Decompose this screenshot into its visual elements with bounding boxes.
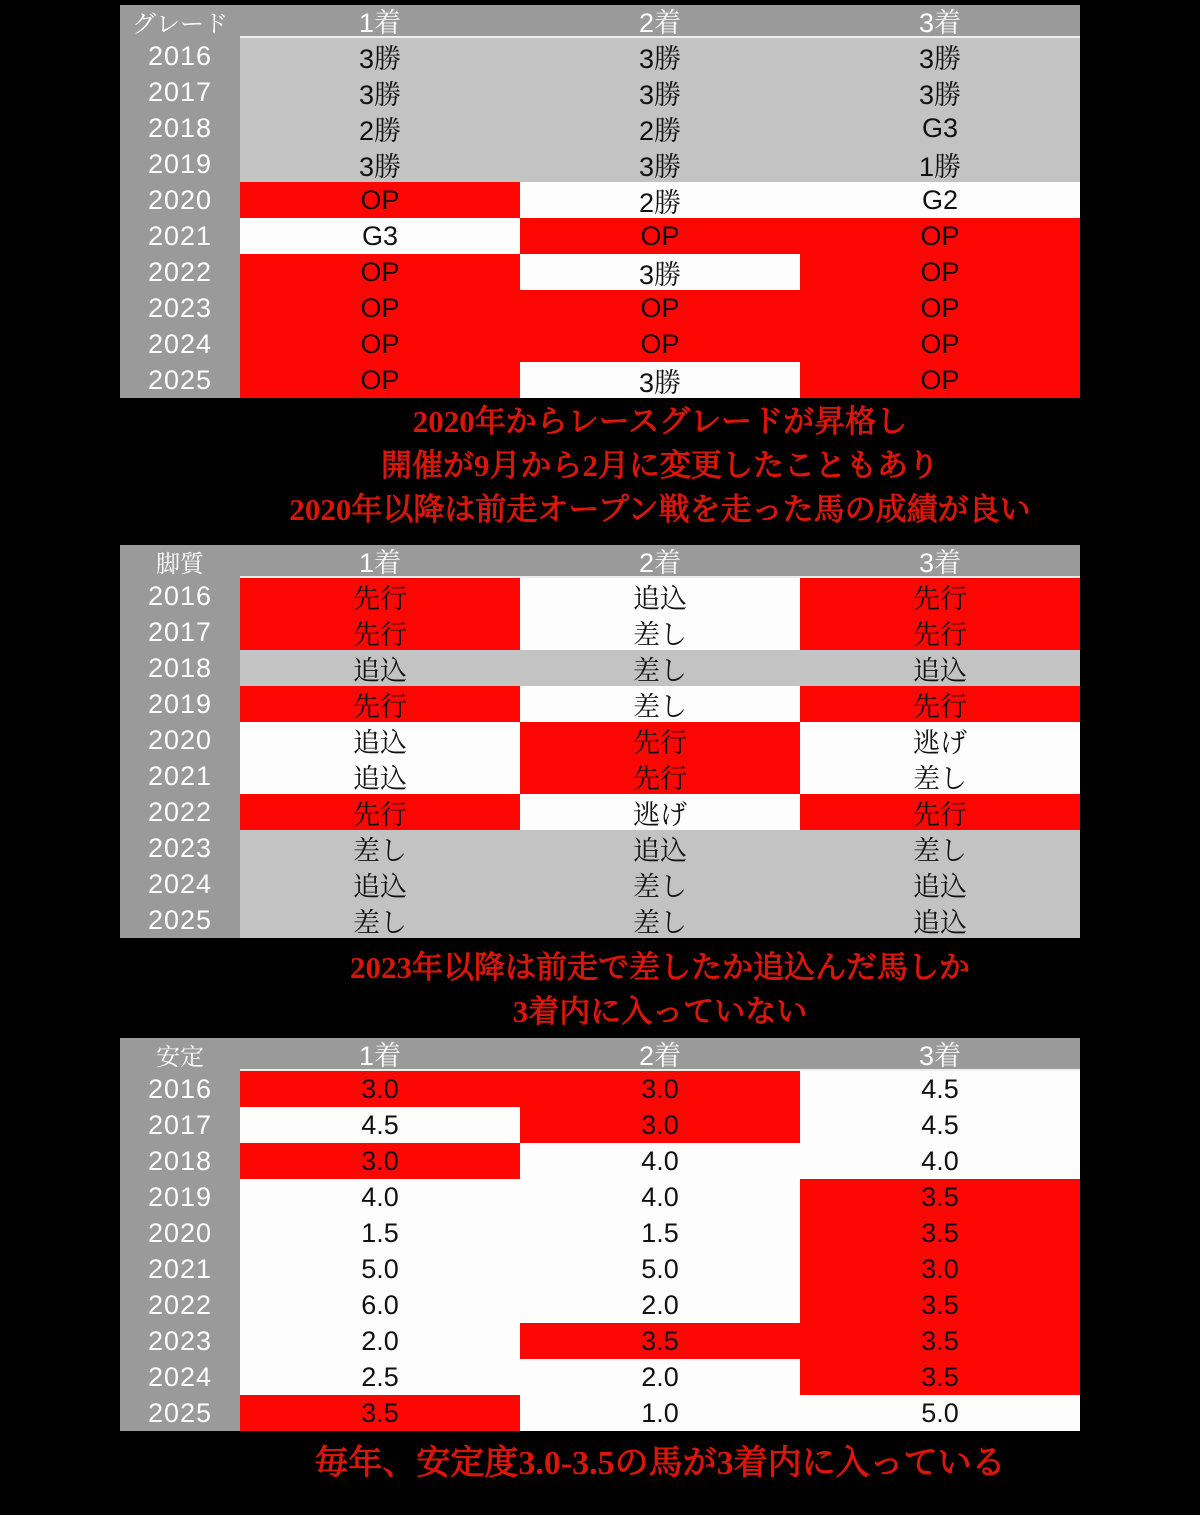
table-cell: 3.5 bbox=[800, 1179, 1080, 1215]
year-label: 2022 bbox=[120, 254, 240, 290]
table-cell: 差し bbox=[800, 830, 1080, 866]
table-row bbox=[120, 578, 1080, 614]
table-cell: 先行 bbox=[800, 614, 1080, 650]
table-cell: 3.5 bbox=[800, 1215, 1080, 1251]
grade-note bbox=[120, 400, 1200, 532]
table-cell: 逃げ bbox=[800, 722, 1080, 758]
table-cell: OP bbox=[240, 290, 520, 326]
table-cell: G2 bbox=[800, 182, 1080, 218]
table-row bbox=[120, 254, 1080, 290]
table-cell: OP bbox=[240, 254, 520, 290]
table-cell: OP bbox=[800, 254, 1080, 290]
table-cell: 先行 bbox=[240, 794, 520, 830]
table-cell: 先行 bbox=[240, 686, 520, 722]
table-cell: 追込 bbox=[800, 902, 1080, 938]
table-cell: 3勝 bbox=[520, 146, 800, 182]
table-cell: OP bbox=[800, 326, 1080, 362]
table-row bbox=[120, 362, 1080, 398]
table-cell: 5.0 bbox=[800, 1395, 1080, 1431]
table-cell: 4.5 bbox=[800, 1071, 1080, 1107]
table-cell: G3 bbox=[800, 110, 1080, 146]
table-row bbox=[120, 218, 1080, 254]
table-row bbox=[120, 182, 1080, 218]
table-cell: 差し bbox=[520, 650, 800, 686]
table-cell: 差し bbox=[800, 758, 1080, 794]
year-label: 2021 bbox=[120, 758, 240, 794]
year-label: 2024 bbox=[120, 1359, 240, 1395]
table-cell: 2.5 bbox=[240, 1359, 520, 1395]
table-cell: 3.0 bbox=[240, 1143, 520, 1179]
table-cell: 2.0 bbox=[240, 1323, 520, 1359]
table-cell: 4.0 bbox=[240, 1179, 520, 1215]
table-cell: 3勝 bbox=[800, 74, 1080, 110]
table-row bbox=[120, 1179, 1080, 1215]
table-row bbox=[120, 722, 1080, 758]
table-cell: 3勝 bbox=[520, 38, 800, 74]
table-cell: 3勝 bbox=[520, 74, 800, 110]
year-label: 2025 bbox=[120, 1395, 240, 1431]
year-label: 2018 bbox=[120, 110, 240, 146]
run-style-note bbox=[120, 946, 1200, 1034]
note-line: 毎年、安定度3.0-3.5の馬が3着内に入っている bbox=[314, 1445, 1006, 1482]
year-label: 2019 bbox=[120, 686, 240, 722]
table-cell: 4.0 bbox=[520, 1179, 800, 1215]
year-label: 2021 bbox=[120, 1251, 240, 1287]
table-cell: 先行 bbox=[240, 578, 520, 614]
table-cell: 逃げ bbox=[520, 794, 800, 830]
corner-label: グレード bbox=[120, 5, 240, 38]
table-cell: 1.5 bbox=[240, 1215, 520, 1251]
column-header: 3着 bbox=[800, 1038, 1080, 1071]
table-cell: 3勝 bbox=[240, 146, 520, 182]
table-cell: 先行 bbox=[240, 614, 520, 650]
table-row bbox=[120, 794, 1080, 830]
year-label: 2017 bbox=[120, 74, 240, 110]
column-header: 3着 bbox=[800, 545, 1080, 578]
note-line: 2020年以降は前走オープン戦を走った馬の成績が良い bbox=[289, 492, 1031, 527]
grade-table bbox=[120, 5, 1080, 398]
note-line: 開催が9月から2月に変更したこともあり bbox=[381, 448, 939, 483]
table-cell: 1勝 bbox=[800, 146, 1080, 182]
table-cell: 3.5 bbox=[800, 1359, 1080, 1395]
table-cell: 追込 bbox=[800, 866, 1080, 902]
table-row bbox=[120, 686, 1080, 722]
table-cell: 3勝 bbox=[520, 254, 800, 290]
table-cell: 差し bbox=[520, 866, 800, 902]
table-row bbox=[120, 1359, 1080, 1395]
table-cell: 6.0 bbox=[240, 1287, 520, 1323]
column-header: 2着 bbox=[520, 5, 800, 38]
table-cell: 2.0 bbox=[520, 1359, 800, 1395]
table-row bbox=[120, 866, 1080, 902]
year-label: 2020 bbox=[120, 182, 240, 218]
table-row bbox=[120, 38, 1080, 74]
year-label: 2025 bbox=[120, 362, 240, 398]
table-cell: 追込 bbox=[240, 758, 520, 794]
table-cell: 3.0 bbox=[800, 1251, 1080, 1287]
stability-table bbox=[120, 1038, 1080, 1431]
table-row bbox=[120, 74, 1080, 110]
table-row bbox=[120, 758, 1080, 794]
table-row bbox=[120, 1215, 1080, 1251]
table-cell: 追込 bbox=[240, 722, 520, 758]
table-cell: OP bbox=[800, 290, 1080, 326]
table-cell: 1.0 bbox=[520, 1395, 800, 1431]
table-cell: 先行 bbox=[800, 686, 1080, 722]
table-cell: 3勝 bbox=[240, 38, 520, 74]
year-label: 2016 bbox=[120, 1071, 240, 1107]
table-cell: 2勝 bbox=[240, 110, 520, 146]
table-cell: 追込 bbox=[240, 650, 520, 686]
table-cell: 3.0 bbox=[240, 1071, 520, 1107]
column-header: 1着 bbox=[240, 1038, 520, 1071]
table-header-row bbox=[120, 545, 1080, 578]
table-cell: 差し bbox=[240, 902, 520, 938]
year-label: 2018 bbox=[120, 1143, 240, 1179]
year-label: 2017 bbox=[120, 614, 240, 650]
table-cell: 3勝 bbox=[800, 38, 1080, 74]
year-label: 2020 bbox=[120, 1215, 240, 1251]
table-cell: 差し bbox=[520, 686, 800, 722]
table-cell: OP bbox=[240, 182, 520, 218]
table-cell: 先行 bbox=[520, 722, 800, 758]
table-cell: 追込 bbox=[800, 650, 1080, 686]
stability-note bbox=[120, 1444, 1200, 1484]
table-cell: 4.0 bbox=[800, 1143, 1080, 1179]
table-cell: 3勝 bbox=[240, 74, 520, 110]
table-cell: 差し bbox=[520, 902, 800, 938]
table-cell: 追込 bbox=[520, 578, 800, 614]
year-label: 2024 bbox=[120, 866, 240, 902]
year-label: 2018 bbox=[120, 650, 240, 686]
column-header: 2着 bbox=[520, 545, 800, 578]
table-cell: 追込 bbox=[520, 830, 800, 866]
table-cell: 差し bbox=[520, 614, 800, 650]
table-cell: OP bbox=[240, 362, 520, 398]
table-cell: 3勝 bbox=[520, 362, 800, 398]
table-cell: 1.5 bbox=[520, 1215, 800, 1251]
table-row bbox=[120, 614, 1080, 650]
table-cell: 追込 bbox=[240, 866, 520, 902]
year-label: 2022 bbox=[120, 794, 240, 830]
table-cell: 4.5 bbox=[240, 1107, 520, 1143]
note-line: 2023年以降は前走で差したか追込んだ馬しか bbox=[350, 950, 970, 985]
note-line: 3着内に入っていない bbox=[512, 994, 808, 1029]
table-cell: 5.0 bbox=[240, 1251, 520, 1287]
year-label: 2023 bbox=[120, 290, 240, 326]
table-cell: G3 bbox=[240, 218, 520, 254]
table-row bbox=[120, 110, 1080, 146]
table-row bbox=[120, 290, 1080, 326]
table-cell: 2.0 bbox=[520, 1287, 800, 1323]
table-header-row bbox=[120, 1038, 1080, 1071]
table-cell: 先行 bbox=[800, 578, 1080, 614]
table-cell: OP bbox=[800, 218, 1080, 254]
column-header: 1着 bbox=[240, 5, 520, 38]
column-header: 2着 bbox=[520, 1038, 800, 1071]
table-cell: 先行 bbox=[520, 758, 800, 794]
table-row bbox=[120, 1251, 1080, 1287]
table-row bbox=[120, 902, 1080, 938]
table-cell: 3.5 bbox=[800, 1287, 1080, 1323]
year-label: 2021 bbox=[120, 218, 240, 254]
table-cell: 4.5 bbox=[800, 1107, 1080, 1143]
corner-label: 安定 bbox=[120, 1038, 240, 1071]
table-cell: 3.5 bbox=[520, 1323, 800, 1359]
table-row bbox=[120, 1323, 1080, 1359]
table-cell: OP bbox=[520, 326, 800, 362]
table-cell: OP bbox=[520, 218, 800, 254]
table-row bbox=[120, 1143, 1080, 1179]
year-label: 2017 bbox=[120, 1107, 240, 1143]
table-cell: 4.0 bbox=[520, 1143, 800, 1179]
table-cell: OP bbox=[800, 362, 1080, 398]
table-row bbox=[120, 1071, 1080, 1107]
table-row bbox=[120, 650, 1080, 686]
table-cell: 2勝 bbox=[520, 110, 800, 146]
column-header: 3着 bbox=[800, 5, 1080, 38]
year-label: 2016 bbox=[120, 578, 240, 614]
column-header: 1着 bbox=[240, 545, 520, 578]
year-label: 2019 bbox=[120, 146, 240, 182]
table-row bbox=[120, 1395, 1080, 1431]
year-label: 2016 bbox=[120, 38, 240, 74]
table-row bbox=[120, 1107, 1080, 1143]
table-cell: 3.5 bbox=[240, 1395, 520, 1431]
table-cell: 2勝 bbox=[520, 182, 800, 218]
table-cell: 先行 bbox=[800, 794, 1080, 830]
table-row bbox=[120, 830, 1080, 866]
table-row bbox=[120, 146, 1080, 182]
table-cell: 3.0 bbox=[520, 1071, 800, 1107]
table-cell: 3.5 bbox=[800, 1323, 1080, 1359]
year-label: 2025 bbox=[120, 902, 240, 938]
note-line: 2020年からレースグレードが昇格し bbox=[412, 404, 908, 439]
table-header-row bbox=[120, 5, 1080, 38]
run-style-table bbox=[120, 545, 1080, 938]
year-label: 2019 bbox=[120, 1179, 240, 1215]
corner-label: 脚質 bbox=[120, 545, 240, 578]
table-cell: 5.0 bbox=[520, 1251, 800, 1287]
year-label: 2023 bbox=[120, 1323, 240, 1359]
year-label: 2020 bbox=[120, 722, 240, 758]
table-cell: OP bbox=[520, 290, 800, 326]
table-cell: 3.0 bbox=[520, 1107, 800, 1143]
table-row bbox=[120, 326, 1080, 362]
year-label: 2022 bbox=[120, 1287, 240, 1323]
table-cell: OP bbox=[240, 326, 520, 362]
year-label: 2024 bbox=[120, 326, 240, 362]
table-row bbox=[120, 1287, 1080, 1323]
table-cell: 差し bbox=[240, 830, 520, 866]
year-label: 2023 bbox=[120, 830, 240, 866]
